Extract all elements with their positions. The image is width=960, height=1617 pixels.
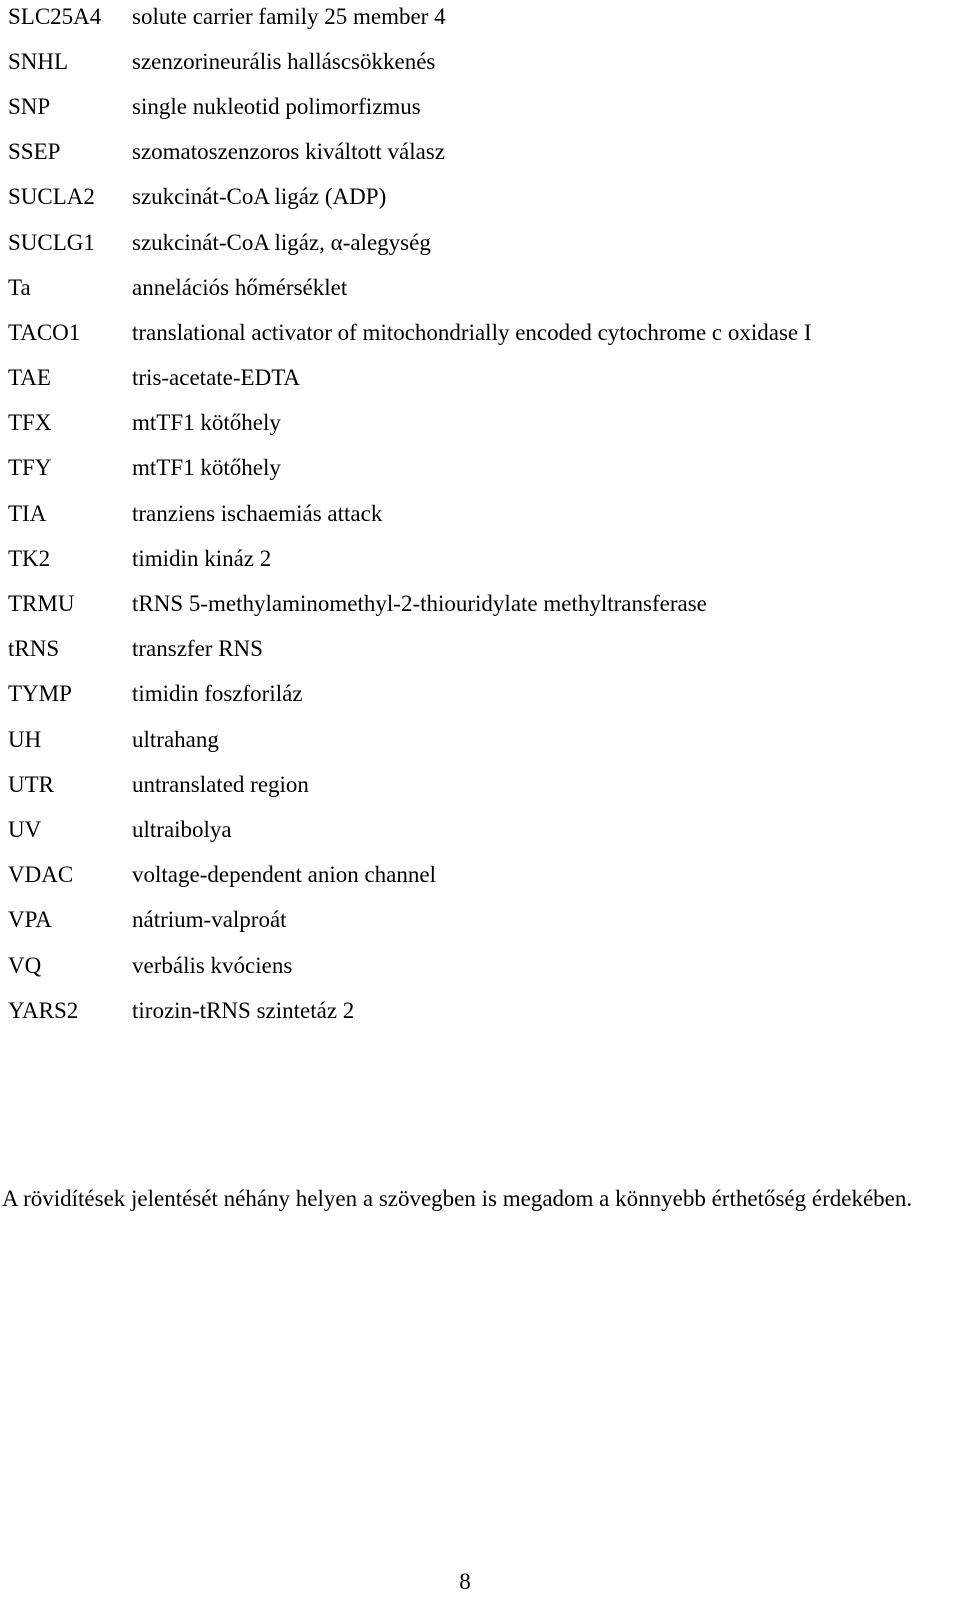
abbreviation-term: UH bbox=[8, 726, 42, 752]
abbreviation-row bbox=[8, 220, 953, 265]
abbreviation-definition: untranslated region bbox=[132, 771, 309, 797]
abbreviation-row bbox=[8, 943, 953, 988]
abbreviation-row bbox=[8, 175, 953, 220]
abbreviation-term: TK2 bbox=[8, 545, 51, 571]
abbreviation-note: A rövidítések jelentését néhány helyen a szövegben is megadom a könnyebb érthetőség érdekében. bbox=[2, 1186, 913, 1211]
abbreviation-row bbox=[8, 0, 953, 39]
abbreviation-definition: szenzorineurális halláscsökkenés bbox=[132, 48, 436, 74]
abbreviation-term: TIA bbox=[8, 500, 47, 526]
abbreviation-term: SUCLA2 bbox=[8, 184, 95, 210]
abbreviation-row bbox=[8, 310, 953, 355]
abbreviation-definition: mtTF1 kötőhely bbox=[132, 455, 281, 481]
abbreviation-row bbox=[8, 536, 953, 581]
abbreviation-term: TRMU bbox=[8, 591, 75, 617]
abbreviation-row bbox=[8, 627, 953, 672]
abbreviation-list bbox=[8, 0, 953, 1033]
abbreviation-term: VPA bbox=[8, 907, 52, 933]
abbreviation-definition: timidin kináz 2 bbox=[132, 545, 272, 571]
abbreviation-row bbox=[8, 491, 953, 536]
abbreviation-definition: single nukleotid polimorfizmus bbox=[132, 93, 421, 119]
page-number: 8 bbox=[459, 1569, 471, 1594]
abbreviation-row bbox=[8, 130, 953, 175]
abbreviation-definition: ultrahang bbox=[132, 726, 219, 752]
abbreviation-term: TAE bbox=[8, 365, 51, 391]
abbreviation-definition: tris-acetate-EDTA bbox=[132, 365, 301, 391]
abbreviation-term: tRNS bbox=[8, 636, 60, 662]
abbreviation-definition: solute carrier family 25 member 4 bbox=[132, 3, 446, 29]
abbreviation-term: TYMP bbox=[8, 681, 72, 707]
abbreviation-definition: annelációs hőmérséklet bbox=[132, 274, 348, 300]
abbreviation-term: VQ bbox=[8, 952, 42, 978]
abbreviation-term: VDAC bbox=[8, 862, 74, 888]
abbreviation-term: TFY bbox=[8, 455, 52, 481]
abbreviation-term: Ta bbox=[8, 274, 31, 300]
abbreviation-row bbox=[8, 672, 953, 717]
abbreviation-definition: szukcinát-CoA ligáz, α-alegység bbox=[132, 229, 431, 255]
abbreviation-term: SSEP bbox=[8, 139, 61, 165]
abbreviation-definition: timidin foszforiláz bbox=[132, 681, 303, 707]
abbreviation-term: UTR bbox=[8, 771, 54, 797]
abbreviation-definition: nátrium-valproát bbox=[132, 907, 287, 933]
abbreviation-term: SNHL bbox=[8, 48, 69, 74]
abbreviation-definition: verbális kvóciens bbox=[132, 952, 293, 978]
abbreviation-row bbox=[8, 356, 953, 401]
abbreviation-row bbox=[8, 446, 953, 491]
abbreviation-definition: transzfer RNS bbox=[132, 636, 263, 662]
abbreviation-row bbox=[8, 807, 953, 852]
abbreviation-term: YARS2 bbox=[8, 997, 79, 1023]
abbreviation-definition: voltage-dependent anion channel bbox=[132, 862, 436, 888]
abbreviation-definition: ultraibolya bbox=[132, 816, 232, 842]
abbreviation-row bbox=[8, 717, 953, 762]
abbreviation-row bbox=[8, 401, 953, 446]
abbreviation-term: SUCLG1 bbox=[8, 229, 95, 255]
abbreviation-definition: tirozin-tRNS szintetáz 2 bbox=[132, 997, 355, 1023]
abbreviation-definition: translational activator of mitochondrially encoded cytochrome c oxidase I bbox=[132, 319, 812, 345]
abbreviation-term: TFX bbox=[8, 410, 52, 436]
abbreviation-row bbox=[8, 898, 953, 943]
abbreviation-definition: szukcinát-CoA ligáz (ADP) bbox=[132, 184, 387, 210]
abbreviation-definition: tranziens ischaemiás attack bbox=[132, 500, 383, 526]
abbreviation-row bbox=[8, 39, 953, 84]
abbreviation-term: SLC25A4 bbox=[8, 3, 102, 29]
abbreviation-row bbox=[8, 853, 953, 898]
abbreviation-definition: mtTF1 kötőhely bbox=[132, 410, 281, 436]
abbreviation-row bbox=[8, 265, 953, 310]
abbreviation-term: UV bbox=[8, 816, 42, 842]
abbreviation-term: TACO1 bbox=[8, 319, 81, 345]
abbreviation-definition: tRNS 5-methylaminomethyl-2-thiouridylate methyltransferase bbox=[132, 591, 707, 617]
abbreviation-row bbox=[8, 762, 953, 807]
abbreviation-term: SNP bbox=[8, 93, 51, 119]
abbreviation-row bbox=[8, 988, 953, 1033]
abbreviation-row bbox=[8, 84, 953, 129]
abbreviation-row bbox=[8, 581, 953, 626]
abbreviation-definition: szomatoszenzoros kiváltott válasz bbox=[132, 139, 445, 165]
